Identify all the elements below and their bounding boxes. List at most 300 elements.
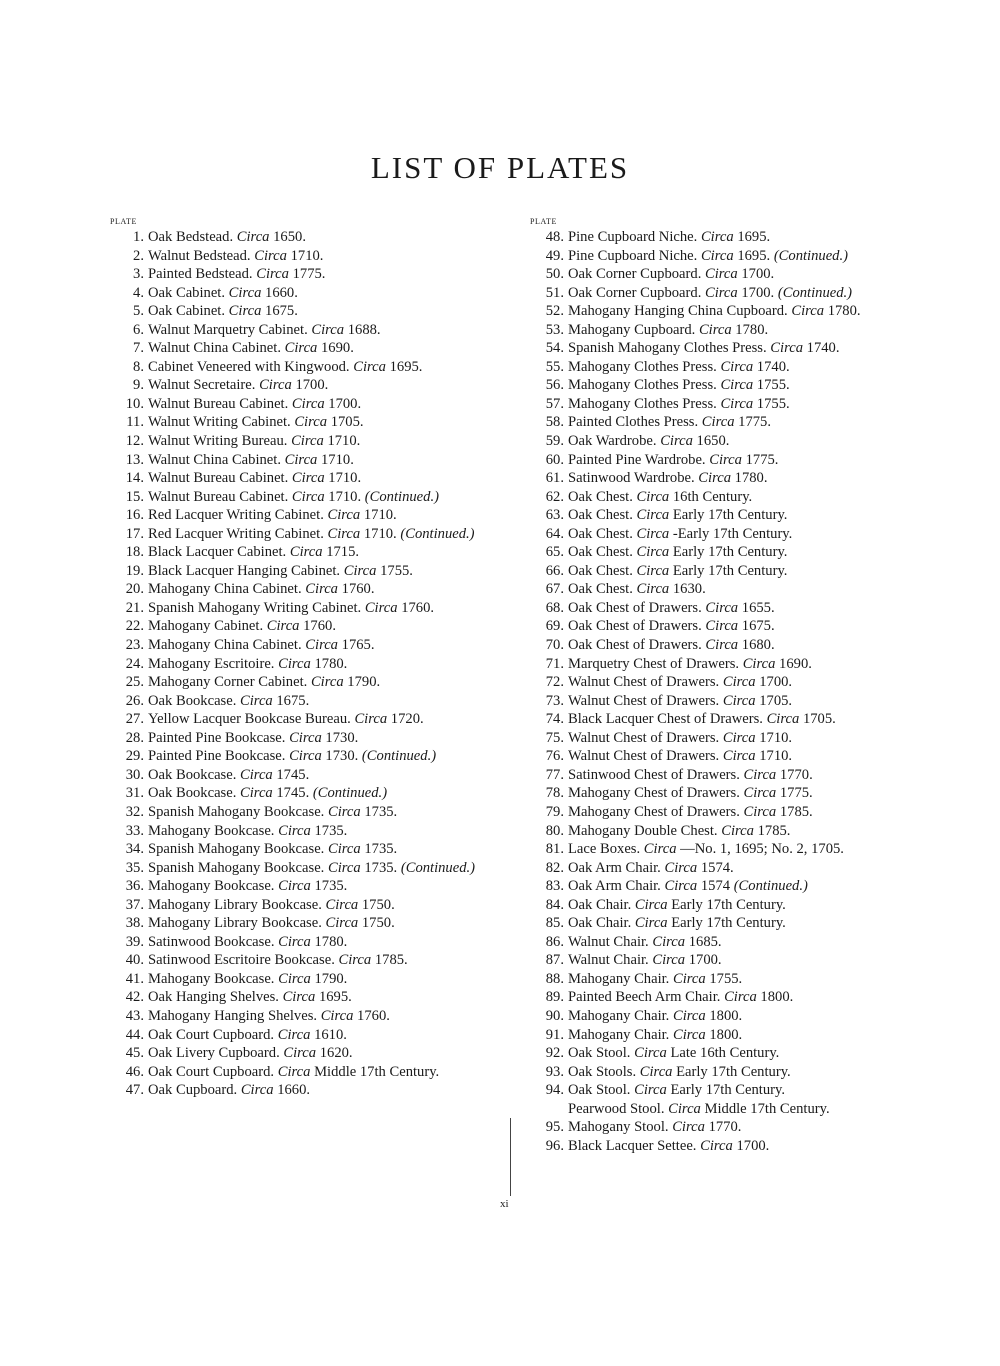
plate-entry [530,970,910,989]
plate-date: 1780. [735,321,769,338]
plate-entry [110,451,495,470]
circa-label: Circa [743,766,777,783]
plate-title: Satinwood Wardrobe. [568,470,695,487]
plate-entry [530,766,910,785]
circa-label: Circa [289,729,322,746]
plate-description [568,784,910,803]
circa-label: Circa [634,915,668,932]
plate-title: Mahogany Library Bookcase. [148,896,322,913]
plate-title: Painted Beech Arm Chair. [568,989,721,1006]
circa-label: Circa [291,470,325,487]
plate-date: 1745. [276,785,310,802]
plate-entry [110,692,495,711]
plate-description [148,655,495,674]
plate-entry [530,599,910,618]
plate-title: Mahogany Clothes Press. [568,377,717,394]
plate-date: Late 16th Century. [670,1045,780,1062]
circa-label: Circa [698,470,731,487]
plate-description [568,339,910,358]
plate-title: Spanish Mahogany Bookcase. [148,841,325,858]
plate-number: 47. [125,1082,144,1099]
plate-date: 1650. [273,229,306,245]
circa-label: Circa [720,395,754,412]
plate-number: 81. [545,841,564,858]
plate-number: 62. [545,488,564,505]
plate-title: Marquetry Chest of Drawers. [568,655,740,672]
continued-note: (Continued.) [773,247,848,264]
plate-description [148,859,495,878]
circa-label: Circa [705,618,739,635]
plate-description [568,766,910,785]
plate-description [148,321,495,340]
plate-date: 1705. [802,711,836,728]
plate-description [568,265,910,284]
plate-entry [110,1044,495,1063]
plate-entry [110,469,495,488]
plate-number: 31. [125,785,144,802]
circa-label: Circa [228,284,262,301]
circa-label: Circa [291,395,325,412]
circa-label: Circa [325,915,359,932]
plate-date: 1705. [330,414,364,431]
plate-date: 1735. [314,878,348,895]
plate-number: 89. [545,989,564,1006]
plate-entry [110,247,495,266]
circa-label: Circa [722,748,756,765]
plate-date: 1735. [364,803,398,820]
plate-entry [530,413,910,432]
plate-title: Walnut Bedstead. [148,247,251,264]
circa-label: Circa [278,822,311,839]
plate-description [568,988,910,1007]
circa-label: Circa [652,933,686,950]
plate-title: Satinwood Bookcase. [148,933,275,950]
plate-title-extra: Pearwood Stool. [568,1100,665,1117]
plate-description [568,1081,910,1118]
plate-number: 40. [125,952,144,969]
plate-entry [530,321,910,340]
plate-date: -Early 17th Century. [672,525,793,542]
circa-label: Circa [705,284,738,301]
plate-number: 33. [125,822,144,839]
plate-entry [110,970,495,989]
continued-note: (Continued.) [364,488,439,505]
plate-title: Walnut Chair. [568,933,649,950]
plate-number: 17. [125,525,144,542]
circa-label: Circa [634,1082,667,1099]
plate-entry [110,951,495,970]
plate-entry [530,859,910,878]
plate-date: 1755. [380,562,413,579]
plate-description [148,729,495,748]
plate-date: 1690. [321,340,354,357]
plate-title: Pine Cupboard Niche. [568,229,698,245]
plate-date: 1710. [327,433,361,450]
plate-date: 1650. [696,433,730,450]
plate-number: 3. [133,266,144,283]
circa-label: Circa [327,841,361,858]
plate-description [568,432,910,451]
plate-title: Mahogany Chair. [568,970,670,987]
continued-note: (Continued.) [400,525,475,542]
plate-number: 58. [545,414,564,431]
plate-title: Black Lacquer Hanging Cabinet. [148,562,341,579]
plate-entry [110,506,495,525]
plate-entry [110,747,495,766]
plate-number: 36. [125,878,144,895]
plate-entry [530,358,910,377]
plate-title: Oak Bedstead. [148,229,234,245]
plate-title: Oak Arm Chair. [568,878,661,895]
circa-label: Circa [338,952,372,969]
plate-number: 46. [125,1063,144,1080]
plate-date: Early 17th Century. [672,544,788,561]
plate-entry [110,543,495,562]
plate-description [568,896,910,915]
plate-description [148,617,495,636]
circa-label: Circa [636,562,670,579]
plate-number: 87. [545,952,564,969]
circa-label: Circa [743,803,777,820]
plate-number: 10. [125,395,144,412]
plate-description [148,1081,495,1100]
plate-number: 1. [133,229,144,245]
plate-title: Oak Stool. [568,1045,631,1062]
plate-description [568,376,910,395]
circa-label: Circa [766,711,800,728]
plate-title: Oak Chest. [568,562,633,579]
plate-description [148,988,495,1007]
plate-date: 1660. [277,1082,311,1099]
plate-date: 1750. [361,915,395,932]
circa-label: Circa [310,674,344,691]
plate-entry [530,580,910,599]
plate-title: Walnut Secretaire. [148,377,256,394]
column-header: PLATE [110,217,137,226]
plate-number: 9. [133,377,144,394]
plate-date: 1710. [328,470,362,487]
plate-entry [530,1007,910,1026]
plate-date: Early 17th Century. [670,1082,786,1099]
plate-description [148,358,495,377]
plate-title: Oak Chair. [568,896,632,913]
plate-description [568,970,910,989]
plate-title: Walnut Writing Cabinet. [148,414,291,431]
plate-title: Oak Court Cupboard. [148,1026,275,1043]
plate-number: 77. [545,766,564,783]
plate-title: Oak Hanging Shelves. [148,989,279,1006]
plate-entry [110,265,495,284]
circa-label: Circa [664,859,698,876]
plate-date: 1690. [779,655,812,672]
plate-description [148,265,495,284]
plate-title: Oak Stools. [568,1063,637,1080]
plate-description [148,284,495,303]
circa-label: Circa [278,933,311,950]
plate-entry [110,599,495,618]
plate-number: 45. [125,1045,144,1062]
plate-description [148,1063,495,1082]
plate-title: Spanish Mahogany Clothes Press. [568,340,767,357]
plate-title: Oak Chest of Drawers. [568,599,702,616]
circa-label: Circa [643,841,677,858]
circa-label: Circa [705,599,739,616]
plate-number: 80. [545,822,564,839]
plate-entry [110,1007,495,1026]
plate-title: Mahogany Hanging China Cupboard. [568,303,788,320]
page-number: xi [500,1198,509,1210]
plate-entry [110,617,495,636]
plate-date: Early 17th Century. [671,896,786,913]
plate-title: Oak Corner Cupboard. [568,284,702,301]
plate-entry [530,951,910,970]
continued-note: (Continued.) [733,878,808,895]
plate-number: 7. [133,340,144,357]
circa-label: Circa [791,303,825,320]
circa-label: Circa [284,451,318,468]
plate-number: 28. [125,729,144,746]
plate-title: Painted Clothes Press. [568,414,699,431]
plate-description [568,302,910,321]
plate-date: 1720. [390,711,424,728]
plate-title: Mahogany China Cabinet. [148,581,302,598]
plate-number: 52. [545,303,564,320]
plate-entry [530,1137,910,1156]
plate-description [568,580,910,599]
circa-label: Circa [724,989,757,1006]
plate-title: Painted Pine Bookcase. [148,748,286,765]
plate-title: Oak Arm Chair. [568,859,661,876]
plate-description [148,803,495,822]
plate-title: Oak Bookcase. [148,692,237,709]
plate-number: 78. [545,785,564,802]
plate-description [568,1118,910,1137]
plate-date: Early 17th Century. [671,915,786,932]
plate-number: 73. [545,692,564,709]
plate-entry [530,988,910,1007]
plate-description [148,951,495,970]
plate-number: 54. [545,340,564,357]
circa-label: Circa [700,229,734,245]
circa-label: Circa [291,433,324,450]
plate-date: 1800. [709,1026,743,1043]
circa-label: Circa [639,1063,673,1080]
column-header: PLATE [530,217,557,226]
plate-description [148,599,495,618]
plate-title: Mahogany Cabinet. [148,618,264,635]
circa-label: Circa [770,340,803,357]
plate-number: 34. [125,841,144,858]
plate-entry [530,840,910,859]
plate-description [568,747,910,766]
plate-title: Mahogany Library Bookcase. [148,915,322,932]
plate-number: 84. [545,896,564,913]
circa-label: Circa [283,1045,317,1062]
plate-number: 13. [125,451,144,468]
circa-label: Circa [700,1137,733,1154]
plate-description [568,729,910,748]
plate-entry [530,710,910,729]
plate-description [568,469,910,488]
plate-title: Walnut Writing Bureau. [148,433,288,450]
plate-date: 1695. [737,229,771,245]
plate-date: 1675. [276,692,310,709]
plate-entry [530,562,910,581]
circa-label: Circa [722,692,756,709]
circa-label: Circa [652,952,686,969]
plate-title: Oak Cupboard. [148,1082,238,1099]
plate-entry [530,692,910,711]
plate-title: Mahogany China Cabinet. [148,637,302,654]
circa-label: Circa [742,655,776,672]
page-title: LIST OF PLATES [370,150,630,185]
plate-entry [530,432,910,451]
plate-date: —No. 1, 1695; No. 2, 1705. [680,841,844,858]
plate-number: 51. [545,284,564,301]
circa-label: Circa [700,247,734,264]
plate-date: 1785. [757,822,791,839]
plate-number: 59. [545,433,564,450]
plate-title: Painted Bedstead. [148,266,253,283]
plate-date: 1700. [328,395,362,412]
plate-number: 69. [545,618,564,635]
plate-description [568,877,910,896]
circa-label: Circa [660,433,693,450]
plate-entry [110,580,495,599]
circa-label: Circa [636,544,670,561]
plate-title: Oak Chest of Drawers. [568,637,702,654]
plate-entry [110,302,495,321]
plate-number: 76. [545,748,564,765]
plate-number: 18. [125,544,144,561]
plate-entry [110,822,495,841]
plate-entry [110,766,495,785]
plate-number: 57. [545,395,564,412]
circa-label: Circa [311,321,345,338]
plate-description [148,822,495,841]
plate-date: 1780. [314,933,348,950]
plate-entry [110,784,495,803]
plate-title: Walnut Chest of Drawers. [568,748,720,765]
plate-description [148,692,495,711]
circa-label: Circa [305,637,338,654]
plate-description [568,395,910,414]
plate-title: Spanish Mahogany Writing Cabinet. [148,599,362,616]
plate-entry [530,451,910,470]
plate-description [568,840,910,859]
plate-entry [110,914,495,933]
plate-date: 1610. [314,1026,347,1043]
circa-label: Circa [256,266,289,283]
plate-title: Oak Corner Cupboard. [568,266,702,283]
plate-date: 1700. [741,284,775,301]
plate-date: 1735. [364,841,398,858]
plate-date: 1780. [314,655,348,672]
plate-description [148,970,495,989]
plate-entry [530,247,910,266]
circa-label: Circa [720,358,754,375]
plate-date: 1710. [363,507,397,524]
plate-entry [110,840,495,859]
plate-number: 49. [545,247,564,264]
continued-note: (Continued.) [777,284,853,301]
circa-label: Circa [722,674,756,691]
plate-date: 1800. [760,989,794,1006]
plate-number: 68. [545,599,564,616]
plate-date: 1630. [672,581,706,598]
circa-label: Circa [709,451,742,468]
plate-description [148,488,495,507]
plate-entry [110,673,495,692]
plate-description [148,432,495,451]
circa-label: Circa [327,525,361,542]
plate-date: 1730. [325,748,359,765]
circa-label: Circa [277,1026,311,1043]
plate-description [148,339,495,358]
plate-title: Mahogany Clothes Press. [568,358,717,375]
plate-description [568,636,910,655]
plate-title: Spanish Mahogany Bookcase. [148,803,325,820]
plate-title: Mahogany Clothes Press. [568,395,717,412]
plate-date: 1700. [736,1137,770,1154]
plate-description [148,302,495,321]
plate-date: 1780. [827,303,861,320]
plate-entry [530,729,910,748]
plate-number: 21. [125,599,144,616]
circa-label: Circa [636,581,670,598]
plate-title: Oak Chest. [568,544,633,561]
column-divider [510,1118,511,1196]
plate-title: Red Lacquer Writing Cabinet. [148,507,324,524]
circa-label: Circa [364,599,398,616]
plate-date: Early 17th Century. [676,1063,791,1080]
plate-date: 1695. [318,989,352,1006]
plate-entry [530,747,910,766]
circa-label: Circa [278,878,311,895]
plate-description [568,914,910,933]
plate-number: 83. [545,878,564,895]
plate-date: 1574. [700,859,734,876]
plate-number: 16. [125,507,144,524]
plate-description [148,525,495,544]
plate-date: 1755. [756,377,790,394]
plate-number: 85. [545,915,564,932]
plate-description [568,488,910,507]
plate-date: 1780. [734,470,768,487]
circa-label: Circa [228,303,262,320]
circa-label: Circa [705,637,739,654]
plates-list-right [530,228,910,1155]
plate-title: Walnut China Cabinet. [148,451,281,468]
plate-description [568,1026,910,1045]
plate-description [148,228,495,247]
plate-title: Oak Chest. [568,525,633,542]
plate-entry [110,228,495,247]
plate-description [148,413,495,432]
plate-description [148,506,495,525]
plate-date: 1675. [741,618,775,635]
plate-entry [110,729,495,748]
plate-number: 53. [545,321,564,338]
plate-title: Black Lacquer Settee. [568,1137,697,1154]
plate-number: 65. [545,544,564,561]
circa-label: Circa [353,358,386,375]
plate-title: Oak Court Cupboard. [148,1063,275,1080]
plate-number: 32. [125,803,144,820]
plate-entry [530,933,910,952]
plate-description [568,933,910,952]
plate-description [568,1063,910,1082]
